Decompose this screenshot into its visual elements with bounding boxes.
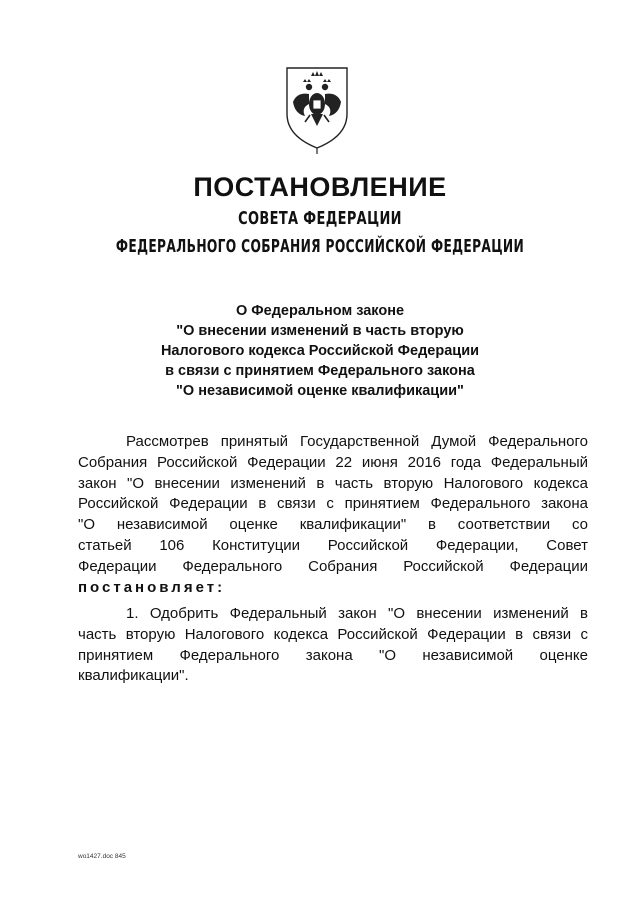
paragraph-line: закон "О внесении изменений в часть вторую Налогового кодекса [78, 474, 588, 492]
paragraph-line: 1. Одобрить Федеральный закон "О внесении изменений в [126, 605, 588, 622]
document-title: ПОСТАНОВЛЕНИЕ [193, 172, 447, 202]
paragraph-line: Федерации Федерального Собрания Российской Федерации [78, 557, 588, 575]
subject-line: О Федеральном законе [235, 303, 405, 319]
subject-line: "О независимой оценке квалификации" [176, 383, 464, 399]
document-subject [0, 301, 640, 401]
subject-line: Налогового кодекса Российской Федерации [160, 343, 480, 359]
russian-coat-of-arms-icon [283, 64, 351, 156]
paragraph-line: часть вторую Налогового кодекса Российской Федерации в связи с [78, 625, 588, 643]
paragraph-line: принятием Федерального закона "О независимой оценке [78, 646, 588, 664]
document-file-code: wo1427.doc 845 [78, 853, 126, 860]
preamble-paragraph [78, 432, 588, 598]
paragraph-line: Рассмотрев принятый Государственной Думой Федерального [126, 433, 588, 450]
issuer-line-2: ФЕДЕРАЛЬНОГО СОБРАНИЯ РОССИЙСКОЙ ФЕДЕРАЦИИ [115, 236, 525, 257]
resolution-item-1 [78, 604, 588, 687]
issuer-line-1: СОВЕТА ФЕДЕРАЦИИ [238, 208, 402, 229]
subject-line: в связи с принятием Федерального закона [165, 363, 475, 379]
paragraph-line: квалификации". [78, 667, 189, 685]
resolves-word: постановляет: [78, 578, 226, 596]
paragraph-line: статьей 106 Конституции Российской Федерации, Совет [78, 536, 588, 554]
paragraph-line: Собрания Российской Федерации 22 июня 2016 года Федеральный [78, 453, 588, 471]
paragraph-line: "О независимой оценке квалификации" в соответствии со [78, 516, 588, 534]
paragraph-line: Российской Федерации в связи с принятием Федерального закона [78, 495, 588, 513]
subject-line: "О внесении изменений в часть вторую [176, 323, 464, 339]
